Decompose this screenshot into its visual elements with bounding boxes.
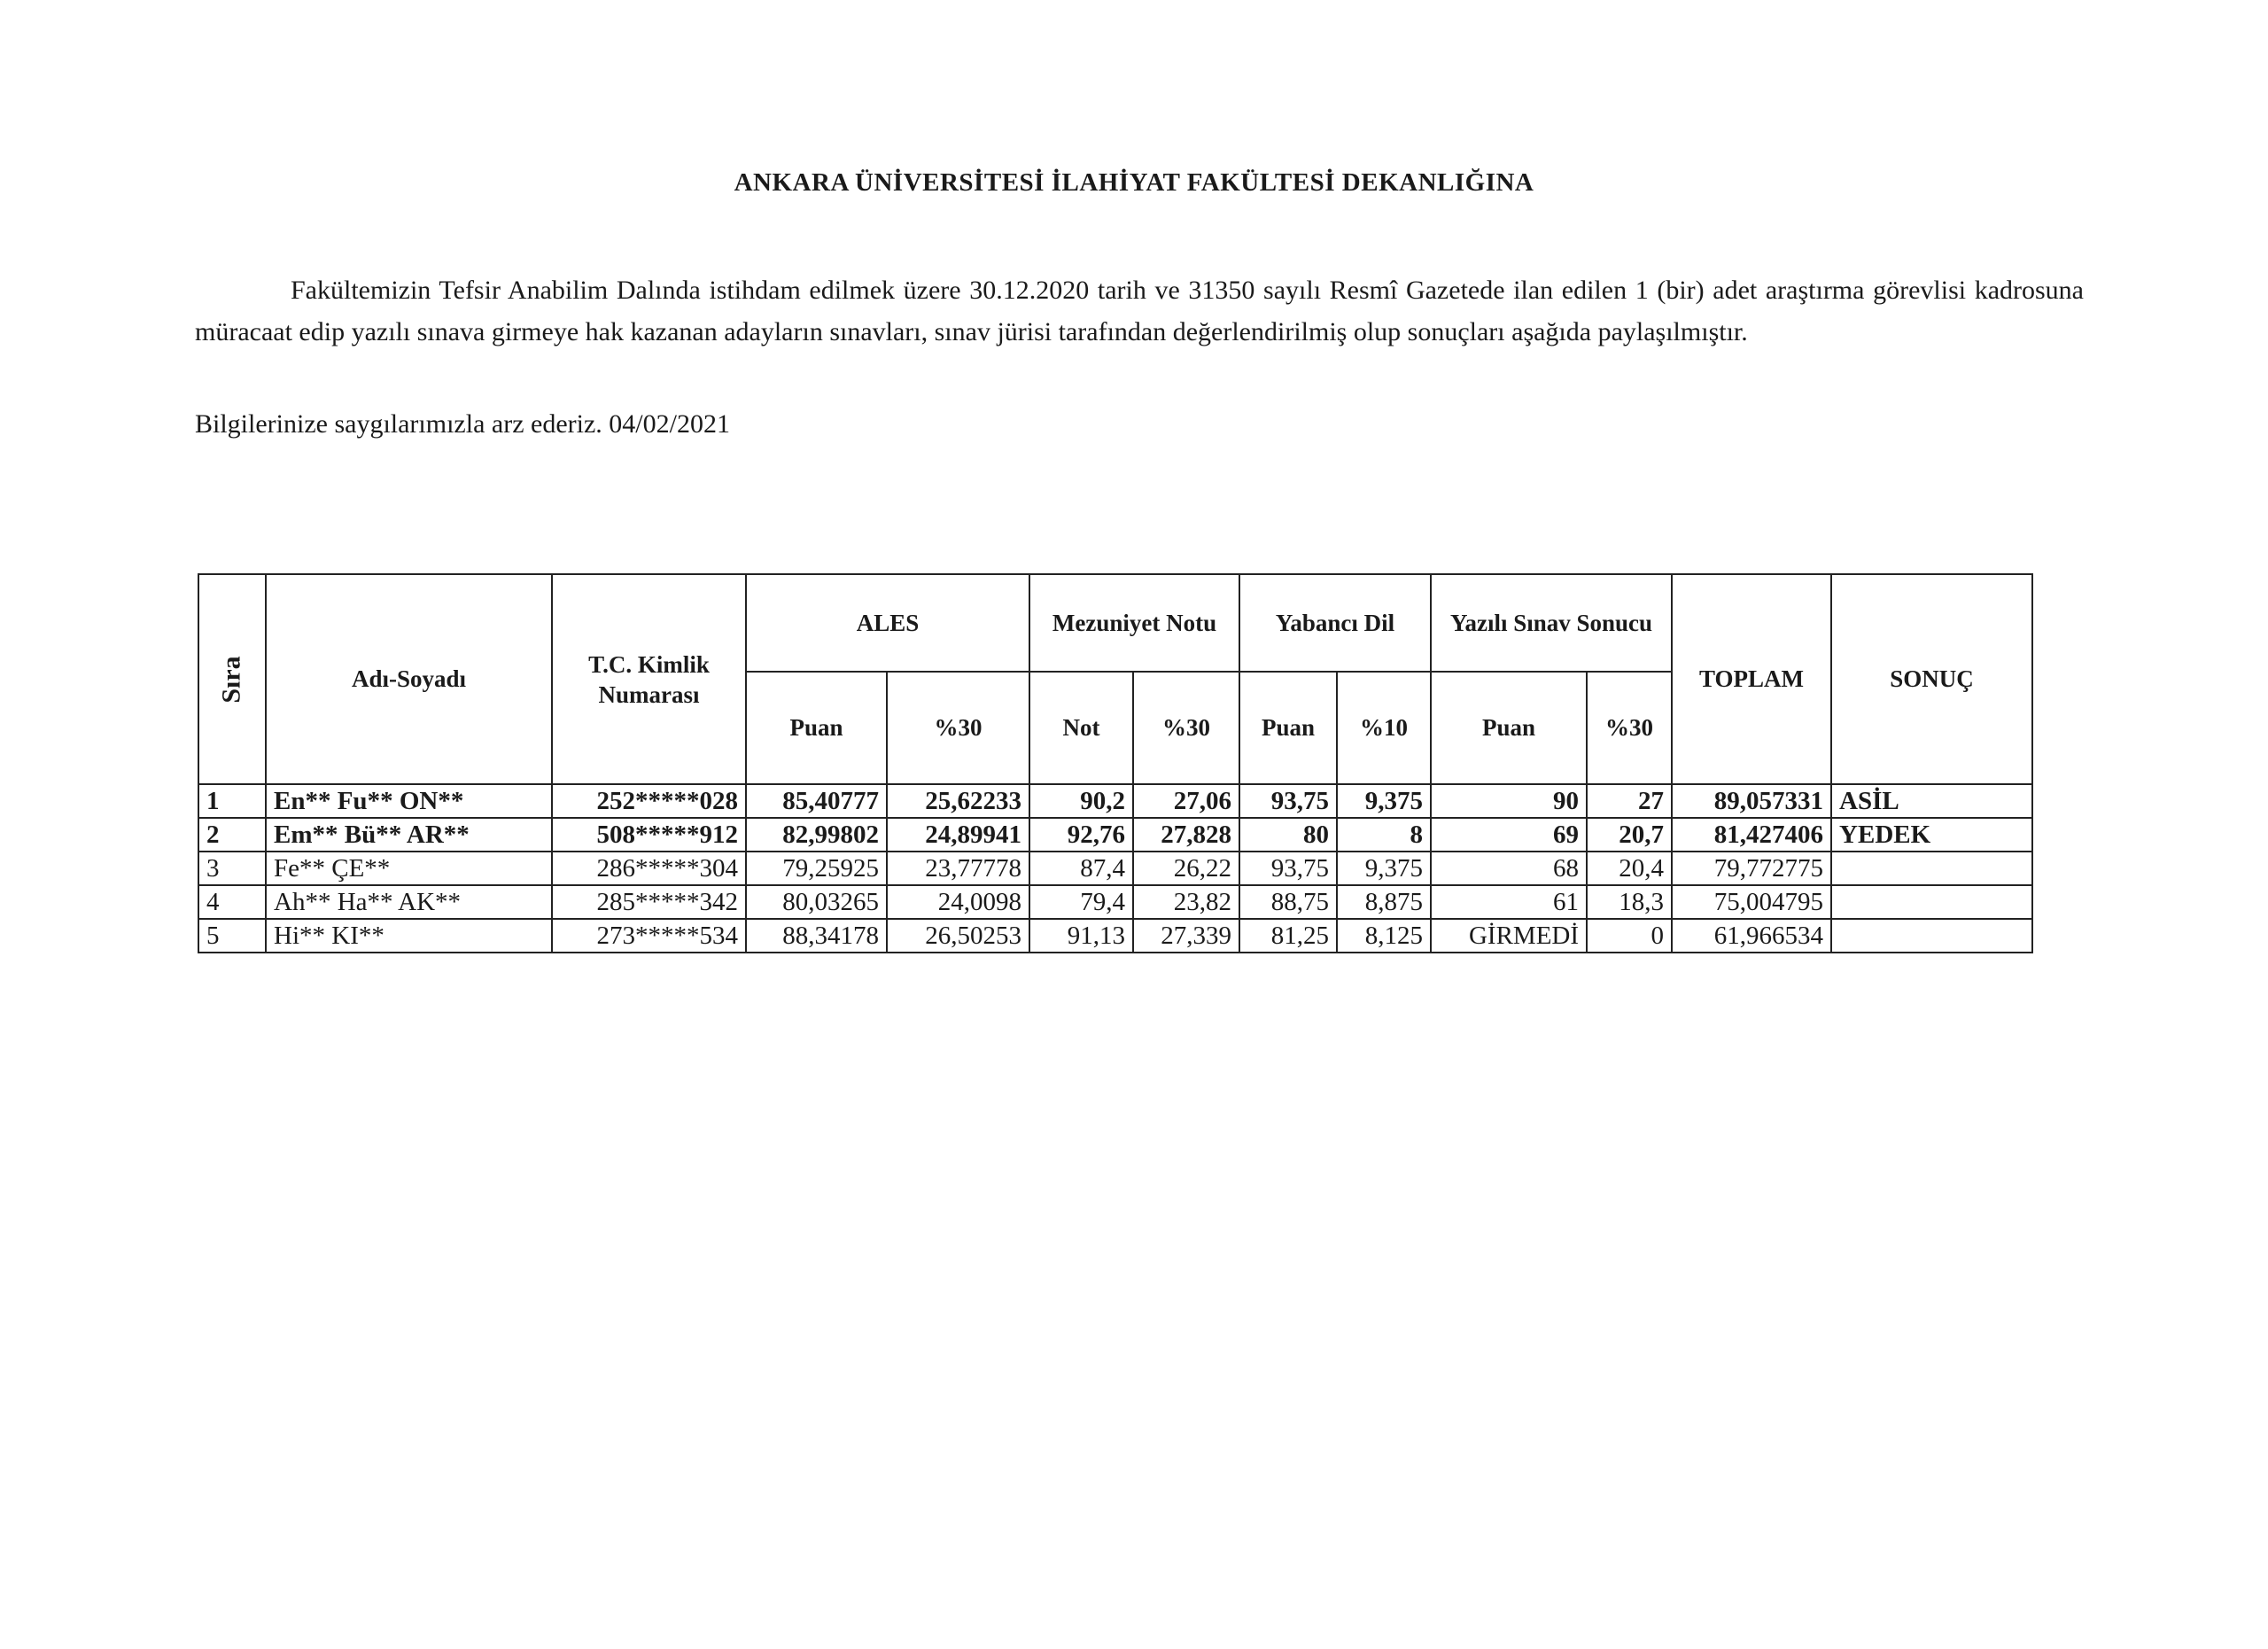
cell-sira: 1 bbox=[198, 784, 266, 818]
cell-mez-not: 87,4 bbox=[1029, 852, 1133, 885]
cell-ales-pct: 23,77778 bbox=[887, 852, 1029, 885]
cell-sonuc bbox=[1831, 919, 2032, 953]
cell-toplam: 75,004795 bbox=[1672, 885, 1831, 919]
cell-toplam: 81,427406 bbox=[1672, 818, 1831, 852]
cell-yab-pct: 9,375 bbox=[1337, 852, 1431, 885]
cell-ales-pct: 24,0098 bbox=[887, 885, 1029, 919]
cell-yaz-puan: 69 bbox=[1431, 818, 1587, 852]
cell-mez-not: 92,76 bbox=[1029, 818, 1133, 852]
cell-ales-puan: 80,03265 bbox=[746, 885, 887, 919]
table-row bbox=[198, 852, 2032, 885]
cell-yab-puan: 88,75 bbox=[1239, 885, 1337, 919]
cell-ales-puan: 85,40777 bbox=[746, 784, 887, 818]
col-header-tc: T.C. Kimlik Numarası bbox=[552, 574, 746, 784]
cell-yab-pct: 9,375 bbox=[1337, 784, 1431, 818]
results-table bbox=[198, 573, 2033, 953]
subheader-mez-pct: %30 bbox=[1133, 672, 1239, 784]
header-row-top bbox=[198, 574, 2032, 672]
subheader-yaz-puan: Puan bbox=[1431, 672, 1587, 784]
cell-yab-puan: 81,25 bbox=[1239, 919, 1337, 953]
cell-yab-pct: 8,125 bbox=[1337, 919, 1431, 953]
cell-name: Hi** KI** bbox=[266, 919, 552, 953]
document-title: ANKARA ÜNİVERSİTESİ İLAHİYAT FAKÜLTESİ DEKANLIĞINA bbox=[734, 168, 1534, 197]
cell-yaz-pct: 18,3 bbox=[1587, 885, 1672, 919]
cell-sonuc: ASİL bbox=[1831, 784, 2032, 818]
cell-tc: 252*****028 bbox=[552, 784, 746, 818]
cell-yab-puan: 93,75 bbox=[1239, 784, 1337, 818]
cell-yaz-puan: GİRMEDİ bbox=[1431, 919, 1587, 953]
col-header-yabanci: Yabancı Dil bbox=[1239, 574, 1431, 672]
cell-name: Fe** ÇE** bbox=[266, 852, 552, 885]
cell-ales-puan: 88,34178 bbox=[746, 919, 887, 953]
cell-yaz-pct: 20,4 bbox=[1587, 852, 1672, 885]
cell-name: En** Fu** ON** bbox=[266, 784, 552, 818]
cell-ales-pct: 24,89941 bbox=[887, 818, 1029, 852]
cell-ales-puan: 82,99802 bbox=[746, 818, 887, 852]
cell-ales-puan: 79,25925 bbox=[746, 852, 887, 885]
col-header-sonuc: SONUÇ bbox=[1831, 574, 2032, 784]
cell-yab-puan: 80 bbox=[1239, 818, 1337, 852]
cell-yab-puan: 93,75 bbox=[1239, 852, 1337, 885]
subheader-ales-puan: Puan bbox=[746, 672, 887, 784]
cell-mez-pct: 23,82 bbox=[1133, 885, 1239, 919]
cell-toplam: 61,966534 bbox=[1672, 919, 1831, 953]
cell-mez-pct: 27,06 bbox=[1133, 784, 1239, 818]
subheader-ales-pct: %30 bbox=[887, 672, 1029, 784]
cell-yab-pct: 8,875 bbox=[1337, 885, 1431, 919]
closing-line: Bilgilerinize saygılarımızla arz ederiz. 04/02/2021 bbox=[195, 409, 730, 439]
cell-tc: 285*****342 bbox=[552, 885, 746, 919]
cell-yaz-pct: 0 bbox=[1587, 919, 1672, 953]
cell-mez-not: 91,13 bbox=[1029, 919, 1133, 953]
subheader-mez-not: Not bbox=[1029, 672, 1133, 784]
cell-tc: 508*****912 bbox=[552, 818, 746, 852]
cell-mez-not: 90,2 bbox=[1029, 784, 1133, 818]
cell-ales-pct: 26,50253 bbox=[887, 919, 1029, 953]
subheader-yab-puan: Puan bbox=[1239, 672, 1337, 784]
table-row bbox=[198, 818, 2032, 852]
cell-yaz-puan: 61 bbox=[1431, 885, 1587, 919]
cell-mez-pct: 26,22 bbox=[1133, 852, 1239, 885]
cell-sira: 4 bbox=[198, 885, 266, 919]
cell-tc: 286*****304 bbox=[552, 852, 746, 885]
cell-sonuc: YEDEK bbox=[1831, 818, 2032, 852]
col-header-ales: ALES bbox=[746, 574, 1029, 672]
cell-sira: 2 bbox=[198, 818, 266, 852]
col-header-yazili: Yazılı Sınav Sonucu bbox=[1431, 574, 1672, 672]
cell-yab-pct: 8 bbox=[1337, 818, 1431, 852]
col-header-name: Adı-Soyadı bbox=[266, 574, 552, 784]
cell-sonuc bbox=[1831, 885, 2032, 919]
cell-yaz-puan: 90 bbox=[1431, 784, 1587, 818]
cell-yaz-pct: 27 bbox=[1587, 784, 1672, 818]
cell-mez-pct: 27,828 bbox=[1133, 818, 1239, 852]
cell-mez-pct: 27,339 bbox=[1133, 919, 1239, 953]
cell-sonuc bbox=[1831, 852, 2032, 885]
cell-yaz-pct: 20,7 bbox=[1587, 818, 1672, 852]
table-row bbox=[198, 885, 2032, 919]
col-header-toplam: TOPLAM bbox=[1672, 574, 1831, 784]
body-paragraph: Fakültemizin Tefsir Anabilim Dalında istihdam edilmek üzere 30.12.2020 tarih ve 31350 sayılı Resmî Gazetede ilan edilen 1 (bir) adet araştırma görevlisi kadrosuna müracaat edip yazılı sınava girmeye hak kazanan adayların sınavları, sınav jürisi tarafından değerlendirilmiş olup sonuçları aşağıda paylaşılmıştır. bbox=[195, 276, 2084, 346]
table-row bbox=[198, 784, 2032, 818]
table-row bbox=[198, 919, 2032, 953]
col-header-sira: Sıra bbox=[198, 574, 266, 784]
subheader-yab-pct: %10 bbox=[1337, 672, 1431, 784]
cell-sira: 5 bbox=[198, 919, 266, 953]
cell-tc: 273*****534 bbox=[552, 919, 746, 953]
cell-ales-pct: 25,62233 bbox=[887, 784, 1029, 818]
cell-name: Ah** Ha** AK** bbox=[266, 885, 552, 919]
cell-sira: 3 bbox=[198, 852, 266, 885]
cell-mez-not: 79,4 bbox=[1029, 885, 1133, 919]
cell-name: Em** Bü** AR** bbox=[266, 818, 552, 852]
cell-toplam: 79,772775 bbox=[1672, 852, 1831, 885]
subheader-yaz-pct: %30 bbox=[1587, 672, 1672, 784]
cell-yaz-puan: 68 bbox=[1431, 852, 1587, 885]
cell-toplam: 89,057331 bbox=[1672, 784, 1831, 818]
col-header-mezuniyet: Mezuniyet Notu bbox=[1029, 574, 1239, 672]
